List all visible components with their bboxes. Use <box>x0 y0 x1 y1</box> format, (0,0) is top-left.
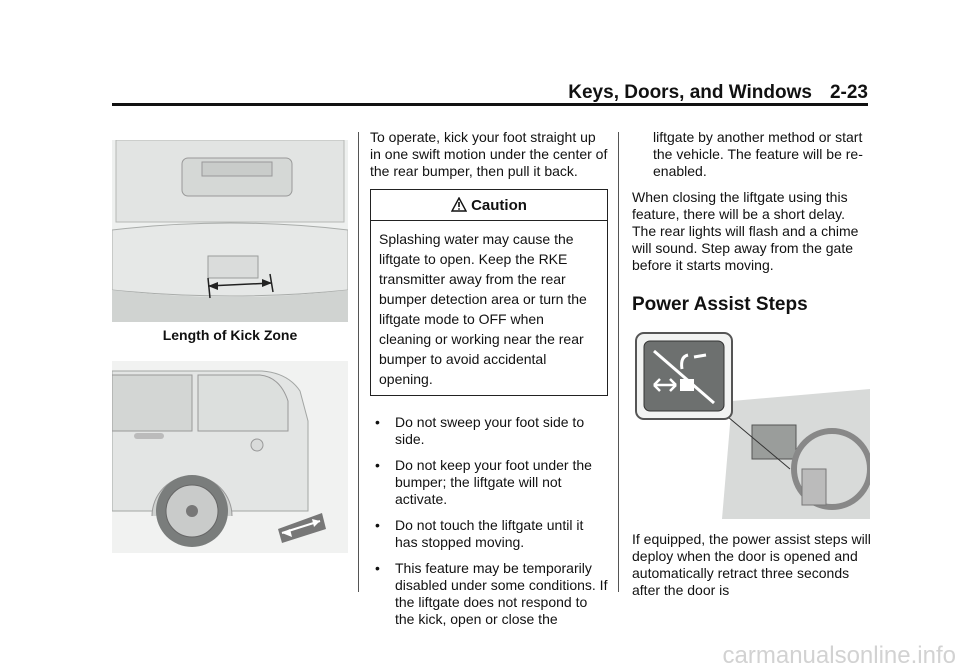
figure-caption: Length of Kick Zone <box>162 327 298 343</box>
bullet-icon: • <box>375 560 380 576</box>
column-divider <box>358 132 359 592</box>
list-item <box>370 414 608 448</box>
column-divider <box>618 132 619 592</box>
column-right <box>632 129 872 608</box>
list-item <box>370 560 608 628</box>
power-step-switch-illustration <box>632 329 870 519</box>
caution-header <box>371 190 607 221</box>
warning-triangle-icon <box>451 197 467 212</box>
caution-text: Splashing water may cause the liftgate to open. Keep the RKE transmitter away from the rear bumper detection area or turn the liftgate mode to OFF when cleaning or working near the rear bumper to avoid accidental opening. <box>379 231 587 387</box>
watermark: carmanualsonline.info <box>722 642 956 669</box>
list-item-text: Do not touch the liftgate until it has stopped moving. <box>395 517 584 550</box>
list-item <box>370 457 608 508</box>
bullet-icon: • <box>375 414 380 430</box>
list-item-text: Do not sweep your foot side to side. <box>395 414 585 447</box>
closing-paragraph: When closing the liftgate using this feature, there will be a short delay. The rear lights will flash and a chime will sound. Step away from the gate before it starts moving. <box>632 189 859 273</box>
section-title: Keys, Doors, and Windows <box>568 82 812 103</box>
list-item <box>370 517 608 551</box>
power-steps-paragraph: If equipped, the power assist steps will deploy when the door is opened and automatically retract three seconds after the door is <box>632 531 871 598</box>
section-heading: Power Assist Steps <box>632 294 808 315</box>
vehicle-side-illustration <box>112 361 348 553</box>
list-item-text: This feature may be temporarily disabled under some conditions. If the liftgate does not respond to the kick, open or close the <box>395 560 608 627</box>
bullet-icon: • <box>375 457 380 473</box>
caution-title: Caution <box>471 197 527 214</box>
bullet-icon: • <box>375 517 380 533</box>
page-number: 2-23 <box>829 82 868 103</box>
header-rule <box>112 103 868 106</box>
list-item-text: Do not keep your foot under the bumper; the liftgate will not activate. <box>395 457 592 507</box>
intro-paragraph: To operate, kick your foot straight up in one swift motion under the center of the rear bumper, then pull it back. <box>370 129 608 179</box>
caution-box <box>370 189 608 396</box>
column-middle <box>370 129 608 637</box>
page-header <box>560 82 868 104</box>
rear-bumper-illustration <box>112 140 348 322</box>
continued-bullet-text: liftgate by another method or start the vehicle. The feature will be re-enabled. <box>653 129 863 179</box>
